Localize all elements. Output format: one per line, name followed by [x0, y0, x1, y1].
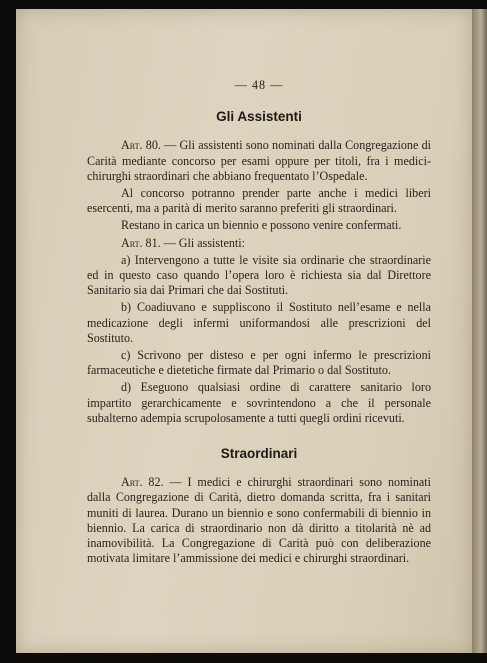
- article-81-text: — Gli assistenti:: [160, 235, 245, 250]
- clause-b: b) Coadiuvano e suppliscono il Sostituto nell’esame e nella medicazione degli infermi uniformandosi alle prescrizioni del Sostituto.: [87, 300, 431, 345]
- section-title-straordinari: Straordinari: [220, 446, 298, 462]
- article-80: [87, 138, 431, 184]
- page-edge: [472, 9, 487, 653]
- page-number: — 48 —: [234, 78, 284, 92]
- clause-c: c) Scrivono per disteso e per ogni infermo le prescrizioni farmaceutiche e dietetiche firmate dal Primario o dal Sostituto.: [87, 348, 431, 378]
- article-82-text: — I medici e chirurghi straordinari sono nominati dalla Congregazione di Carità, dietro domanda scritta, fra i sanitari muniti di laurea. Durano un biennio e sono confermabili di biennio in biennio. La carica di straordinario non dà diritto a titolarità nè ad inamovibilità. La Congregazione di Carità può con deliberazione motivata limitare l’ammissione dei medici e chirurghi straordinari.: [87, 475, 431, 566]
- article-82-label: Art. 82.: [121, 475, 164, 490]
- section-title-assistenti: Gli Assistenti: [216, 109, 302, 125]
- paragraph-biennio: Restano in carica un biennio e possono venire confermati.: [121, 218, 402, 233]
- paragraph-concorso: Al concorso potranno prender parte anche i medici liberi esercenti, ma a parità di merito saranno preferiti gli straordinari.: [87, 186, 431, 216]
- clause-d: d) Eseguono qualsiasi ordine di carattere sanitario loro impartito gerarchicamente e sovrintendono a che il personale subalterno adempia scrupolosamente a tutti quegli ordini ricevuti.: [87, 380, 431, 425]
- article-80-text: — Gli assistenti sono nominati dalla Congregazione di Carità mediante concorso per esami oppure per titoli, fra i medici-chirurghi straordinari che abbiano frequentato l’Ospedale.: [87, 138, 431, 183]
- article-81: [87, 236, 431, 251]
- clause-a: a) Intervengono a tutte le visite sia ordinarie che straordinarie ed in questo caso quando l’opera loro è richiesta sia dal Direttore Sanitario sia dai Primari che dai Sostituti.: [87, 252, 431, 298]
- article-80-label: Art. 80.: [121, 138, 161, 153]
- page-text: [87, 78, 431, 568]
- article-81-label: Art. 81.: [121, 235, 161, 250]
- article-82: [87, 475, 431, 566]
